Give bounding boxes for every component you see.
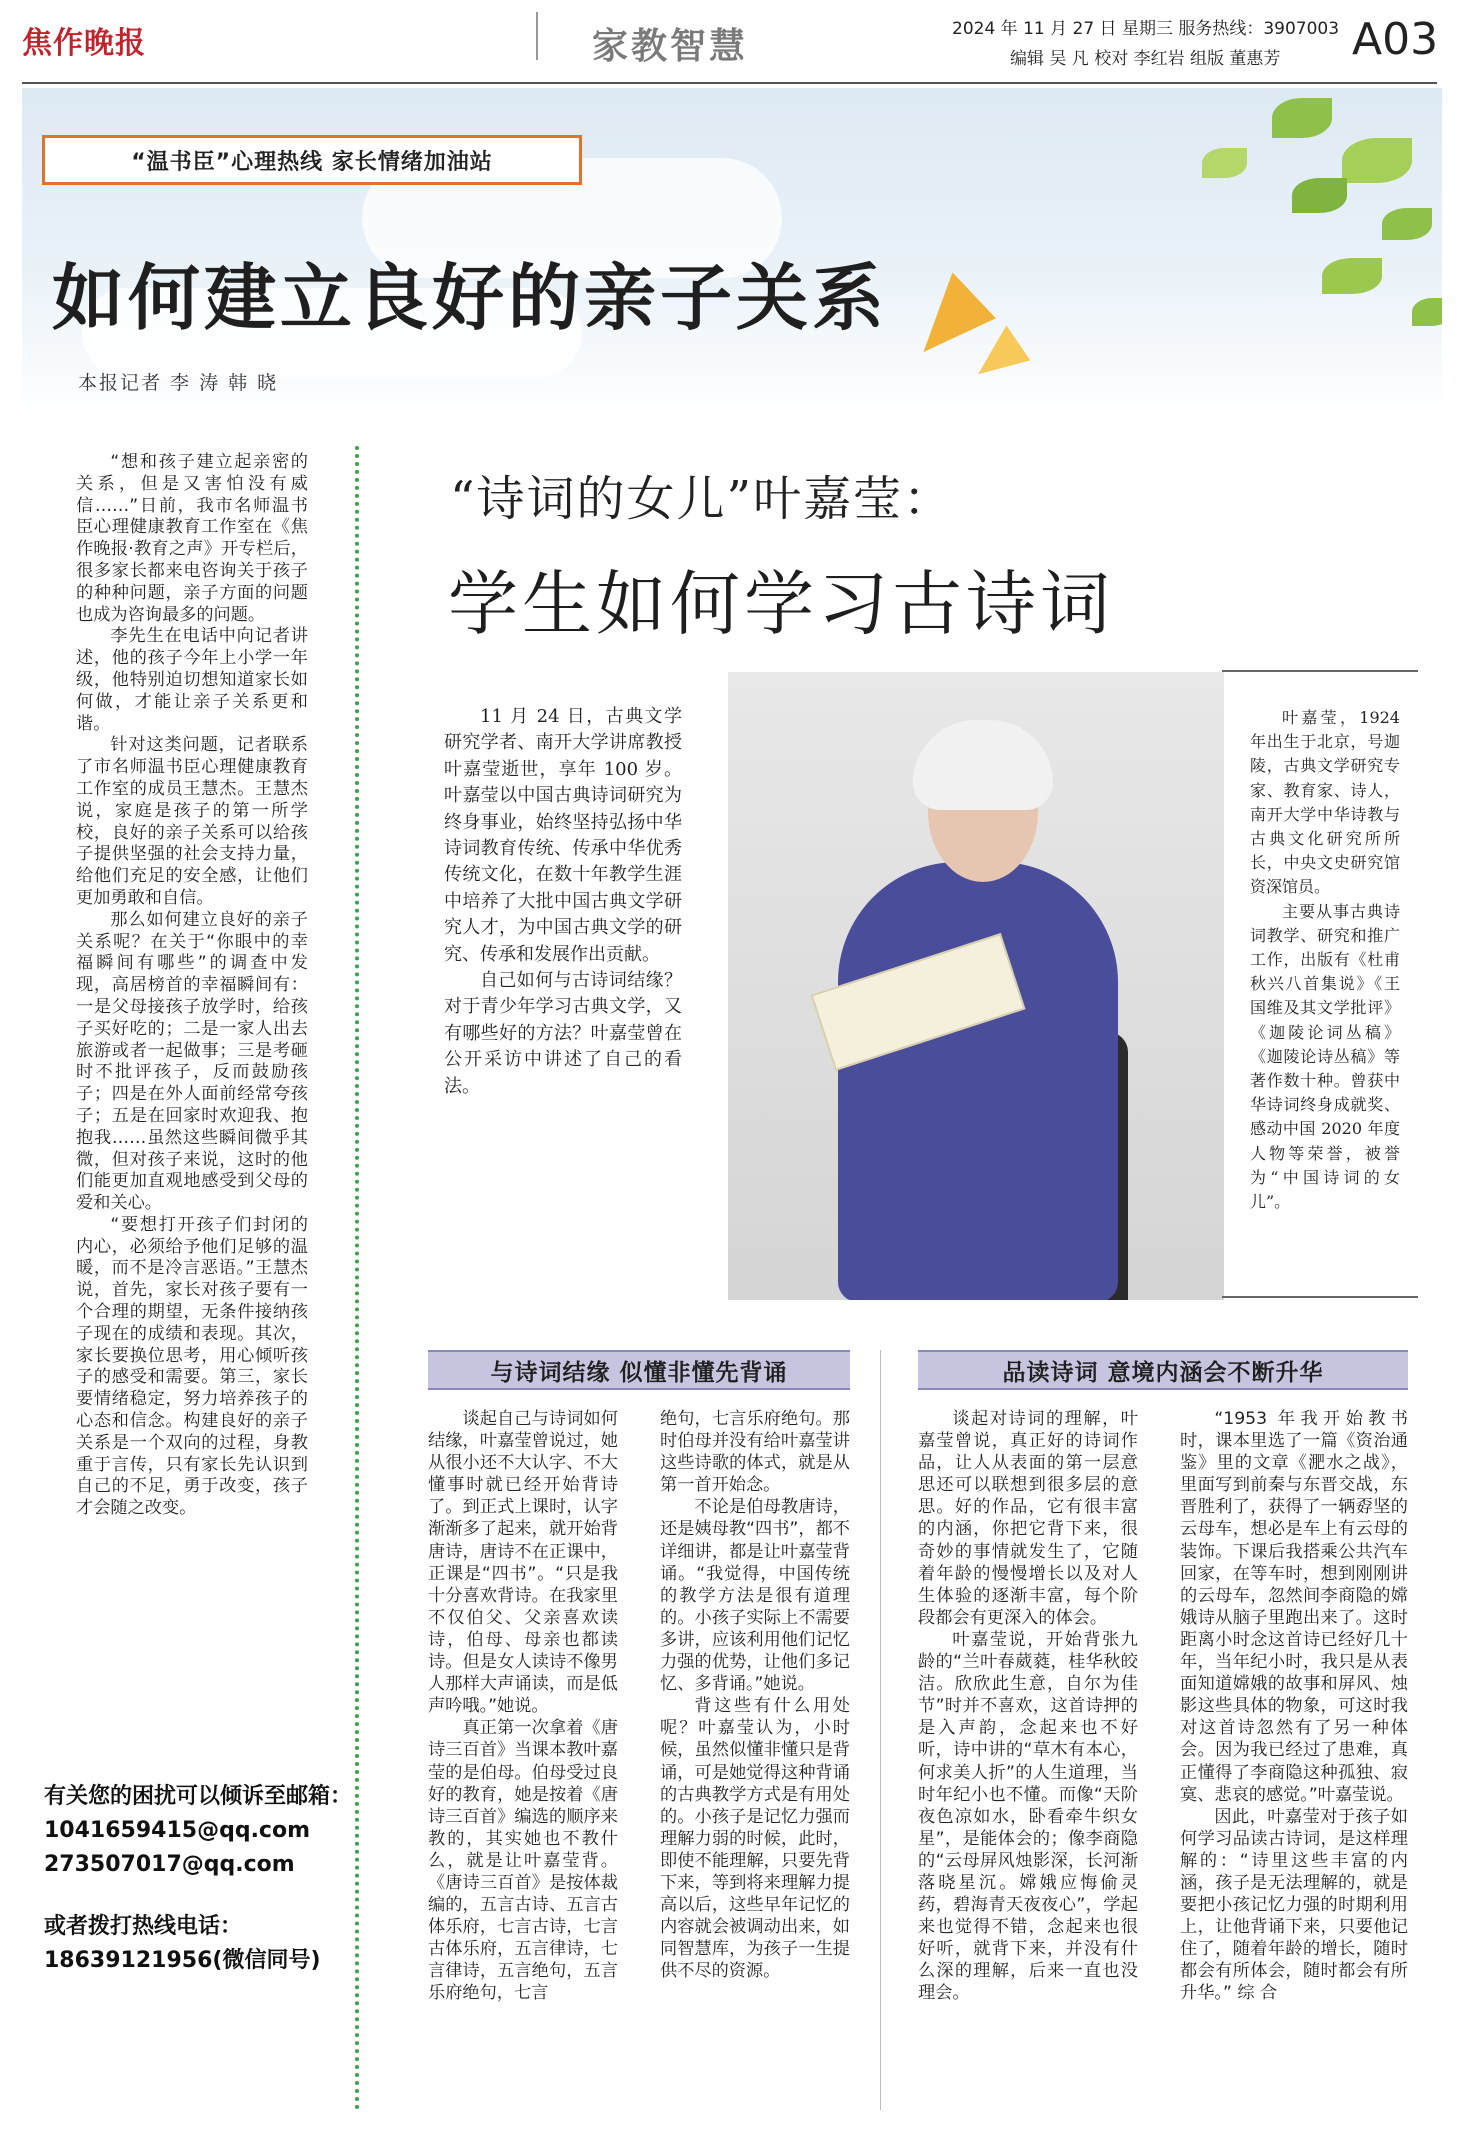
paragraph: 11 月 24 日，古典文学研究学者、南开大学讲席教授叶嘉莹逝世，享年 100 岁。叶嘉莹以中国古典诗词研究为终身事业，始终坚持弘扬中华诗词教育传统、传承中华优秀传统文化，在数十年教学生涯中培养了大批中国古典文学研究人才，为中国古典文学的研究、传承和发展作出贡献。	[444, 706, 682, 965]
bio-rule-bottom	[1222, 1296, 1418, 1298]
page-number: A03	[1352, 14, 1439, 65]
article2-kicker: “诗词的女儿”叶嘉莹：	[450, 471, 954, 527]
contact-info	[44, 1780, 352, 1978]
date-line: 2024 年 11 月 27 日 星期三 服务热线：3907003	[952, 19, 1340, 39]
paragraph: “1953 年我开始教书时，课本里选了一篇《资治通鉴》里的文章《淝水之战》，里面写到前秦与东晋交战，东晋胜利了，获得了一辆孬坚的云母车，想必是车上有云母的装饰。下课后我搭乘公共汽车回家，在等车时，想到刚刚讲的云母车，忽然间李商隐的嫦娥诗从脑子里跑出来了。这时距离小时念这首诗已经好几十年，当年纪小时，我只是从表面知道嫦娥的故事和屏风、烛影这些具体的物象，可这时我对这首诗忽然有了另一种体会。因为我已经过了患难，真正懂得了李商隐这种孤独、寂寞、悲哀的感觉。”叶嘉莹说。	[1180, 1409, 1408, 1805]
paragraph: 叶嘉莹说，开始背张九龄的“兰叶春葳蕤，桂华秋皎洁。欣欣此生意，自尔为佳节”时并不喜欢，这首诗押的是入声韵，念起来也不好听，诗中讲的“草木有本心，何求美人折”的人生道理，当时年纪小也不懂。而像“天阶夜色凉如水，卧看牵牛织女星”，是能体会的；像李商隐的“云母屏风烛影深，长河渐落晓星沉。嫦娥应悔偷灵药，碧海青天夜夜心”，学起来也觉得不错，念起来也很好听，就背下来，并没有什么深的理解，后来一直也没理会。	[918, 1629, 1138, 2004]
leaf-decoration	[1342, 138, 1412, 183]
paragraph: 背这些有什么用处呢？叶嘉莹认为，小时候，虽然似懂非懂只是背诵，可是她觉得这种背诵的古典教学方式是有用处的。小孩子是记忆力强而理解力弱的时候，此时，即使不能理解，只要先背下来，等到将来理解力提高以后，这些早年记忆的内容就会被调动出来，如同智慧库，为孩子一生提供不尽的资源。	[660, 1696, 850, 1982]
paragraph: 真正第一次拿着《唐诗三百首》当课本教叶嘉莹的是伯母。伯母受过良好的教育，她是按着《唐诗三百首》编选的顺序来教的，其实她也不教什么，就是让叶嘉莹背。《唐诗三百首》是按体裁编的，五言古诗、五言古体乐府，七言古诗，七言古体乐府，五言律诗，七言律诗，五言绝句，五言乐府绝句，七言	[428, 1718, 618, 2004]
header-rule	[22, 82, 1437, 84]
paragraph: 那么如何建立良好的亲子关系呢？在关于“你眼中的幸福瞬间有哪些”的调查中发现，高居榜首的幸福瞬间有：一是父母接孩子放学时，给孩子买好吃的；二是一家人出去旅游或者一起做事；三是考砸时不批评孩子，反而鼓励孩子；四是在外人面前经常夸孩子；五是在回家时欢迎我、抱抱我……虽然这些瞬间微乎其微，但对孩子来说，这时的他们能更加直观地感受到父母的爱和关心。	[76, 909, 308, 1214]
leaf-decoration	[1412, 298, 1442, 326]
column-separator	[880, 1350, 881, 2110]
paragraph: 谈起自己与诗词如何结缘，叶嘉莹曾说过，她从很小还不大认字、不大懂事时就已经开始背诗了。到正式上课时，认字渐渐多了起来，就开始背唐诗，唐诗不在正课中，正课是“四书”。“只是我十分喜欢背诗。在我家里不仅伯父、父亲喜欢读诗，伯母、母亲也都读诗。但是女人读诗不像男人那样大声诵读，而是低声吟哦。”她说。	[428, 1409, 618, 1717]
paragraph: “想和孩子建立起亲密的关系，但是又害怕没有威信……”日前，我市名师温书臣心理健康教育工作室在《焦作晚报·教育之声》开专栏后，很多家长都来电咨询关于孩子的种种问题，亲子方面的问题也成为咨询最多的问题。	[76, 452, 308, 625]
staff-line: 编辑 吴 凡 校对 李红岩 组版 董惠芳	[1010, 49, 1281, 69]
paper-plane-icon	[968, 322, 1031, 375]
contact-spacer	[44, 1882, 352, 1910]
section-heading-1: 与诗词结缘 似懂非懂先背诵	[428, 1350, 850, 1390]
leaf-decoration	[1202, 148, 1247, 178]
column-divider	[355, 446, 359, 2111]
figure-body	[838, 862, 1118, 1300]
body-column-1	[428, 1408, 618, 2005]
body-column-3	[918, 1408, 1138, 2005]
figure-hair	[913, 720, 1053, 810]
leaf-decoration	[1292, 178, 1347, 213]
body-column-4	[1180, 1408, 1408, 2005]
paragraph: 自己如何与古诗词结缘？对于青少年学习古典文学，又有哪些好的方法？叶嘉莹曾在公开采访中讲述了自己的看法。	[444, 970, 682, 1097]
section-title: 家教智慧	[592, 25, 749, 67]
leaf-decoration	[1272, 98, 1332, 138]
bio-paragraph: 叶嘉莹，1924 年出生于北京，号迦陵，古典文学研究专家、教育家、诗人，南开大学中华诗教与古典文化研究所所长，中央文史研究馆资深馆员。	[1250, 708, 1400, 897]
contact-line: 或者拨打热线电话：	[44, 1914, 243, 1939]
paragraph: 不论是伯母教唐诗，还是姨母教“四书”，都不详细讲，都是让叶嘉莹背诵。“我觉得，中国传统的教学方法是很有道理的。小孩子实际上不需要多讲，应该利用他们记忆力强的优势，让他们多记忆、多背诵。”她说。	[660, 1497, 850, 1695]
bio-box	[1250, 706, 1400, 1214]
bio-paragraph: 主要从事古典诗词教学、研究和推广工作，出版有《杜甫秋兴八首集说》《王国维及其文学批评》《迦陵论词丛稿》《迦陵论诗丛稿》等著作数十种。曾获中华诗词终身成就奖、感动中国 2020 年度人物等荣誉，被誉为“中国诗词的女儿”。	[1250, 901, 1400, 1212]
paragraph: 绝句，七言乐府绝句。那时伯母并没有给叶嘉莹讲这些诗歌的体式，就是从第一首开始念。	[660, 1409, 850, 1496]
paragraph: 李先生在电话中向记者讲述，他的孩子今年上小学一年级，他特别迫切想知道家长如何做，才能让亲子关系更和谐。	[76, 626, 308, 734]
paragraph: “要想打开孩子们封闭的内心，必须给予他们足够的温暖，而不是冷言恶语。”王慧杰说，首先，家长对孩子要有一个合理的期望，无条件接纳孩子现在的成绩和表现。其次，家长要换位思考，用心倾听孩子的感受和需要。第三，家长要情绪稳定，努力培养孩子的心态和信念。构建良好的亲子关系是一个双向的过程，身教重于言传，只有家长先认识到自己的不足，勇于改变，孩子才会随之改变。	[76, 1214, 308, 1519]
email-link[interactable]: 1041659415@qq.com	[44, 1818, 311, 1843]
article1-title: 如何建立良好的亲子关系	[52, 256, 889, 340]
newspaper-logo: 焦作晚报	[22, 26, 146, 61]
section-heading-2: 品读诗词 意境内涵会不断升华	[918, 1350, 1408, 1390]
header-divider	[536, 12, 538, 60]
article2-title: 学生如何学习古诗词	[448, 563, 1114, 645]
leaf-decoration	[1322, 258, 1382, 294]
column-tag: “温书臣”心理热线 家长情绪加油站	[42, 135, 582, 185]
email-link[interactable]: 273507017@qq.com	[44, 1852, 295, 1877]
contact-line: 有关您的困扰可以倾诉至邮箱：	[44, 1784, 353, 1809]
bio-rule-top	[1222, 670, 1418, 672]
article2-intro	[444, 704, 682, 1100]
body-column-2	[660, 1408, 850, 1982]
portrait-photo	[728, 672, 1224, 1300]
byline: 本报记者 李 涛 韩 晓	[78, 372, 279, 394]
paragraph: 谈起对诗词的理解，叶嘉莹曾说，真正好的诗词作品，让人从表面的第一层意思还可以联想到很多层的意思。好的作品，它有很丰富的内涵，你把它背下来，很奇妙的事情就发生了，它随着年龄的慢慢增长以及对人生体验的逐渐丰富，每个阶段都会有更深入的体会。	[918, 1409, 1138, 1628]
leaf-decoration	[1382, 208, 1432, 240]
article1-body	[76, 452, 308, 1520]
phone-number: 18639121956(微信同号)	[44, 1948, 321, 1973]
paragraph: 因此，叶嘉莹对于孩子如何学习品读古诗词，是这样理解的：“诗里这些丰富的内涵，孩子是无法理解的，就是要把小孩记忆力强的时期利用上，让他背诵下来，只要他记住了，随着年龄的增长，随时都会有所体会，随时都会有所升华。” 综 合	[1180, 1806, 1408, 2004]
paragraph: 针对这类问题，记者联系了市名师温书臣心理健康教育工作室的成员王慧杰。王慧杰说，家庭是孩子的第一所学校，良好的亲子关系可以给孩子提供坚强的社会支持力量，给他们充足的安全感，让他们更加勇敢和自信。	[76, 735, 308, 908]
